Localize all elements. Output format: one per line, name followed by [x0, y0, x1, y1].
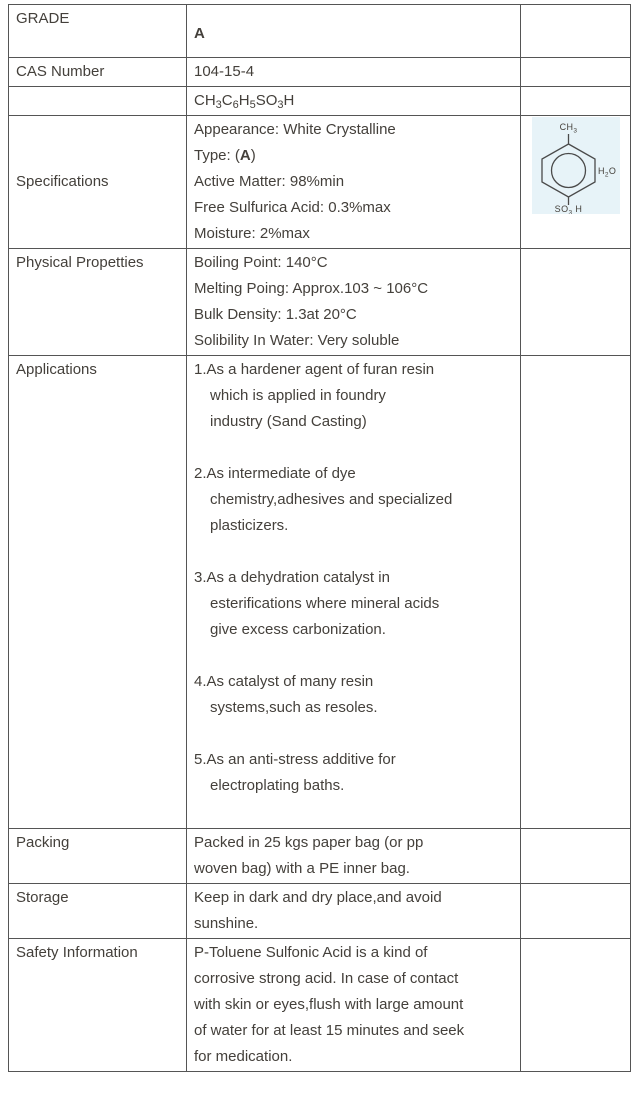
spec-appearance: Appearance: White Crystalline — [194, 121, 396, 138]
empty-cell — [521, 87, 631, 116]
empty-cell — [521, 884, 631, 939]
physical-label-cell — [9, 249, 187, 356]
physical-line: Bulk Density: 1.3at 20°C — [194, 306, 357, 323]
application-item: 3.As a dehydration catalyst in esterifications where mineral acids give excess carbonization. — [194, 569, 440, 638]
grade-value-cell — [187, 5, 521, 58]
cas-value-cell — [187, 58, 521, 87]
physical-line: Solibility In Water: Very soluble — [194, 332, 400, 349]
safety-line: corrosive strong acid. In case of contact — [194, 970, 459, 987]
storage-label: Storage — [16, 889, 69, 906]
empty-cell — [521, 356, 631, 829]
cas-label: CAS Number — [16, 63, 105, 80]
structure-top-label: $CH_3$ — [559, 122, 578, 135]
grade-label: GRADE — [16, 10, 70, 27]
safety-value-cell — [187, 939, 521, 1072]
formula-cell — [187, 87, 521, 116]
empty-cell — [521, 939, 631, 1072]
safety-line: P-Toluene Sulfonic Acid is a kind of — [194, 944, 428, 961]
row-packing — [9, 829, 631, 884]
applications-label-cell — [9, 356, 187, 829]
safety-line: for medication. — [194, 1048, 293, 1065]
packing-label: Packing — [16, 834, 70, 851]
row-safety — [9, 939, 631, 1072]
packing-line: woven bag) with a PE inner bag. — [194, 860, 410, 877]
cas-label-cell — [9, 58, 187, 87]
cas-value: 104-15-4 — [194, 63, 255, 80]
physical-line: Melting Poing: Approx.103 ~ 106°C — [194, 280, 429, 297]
spec-active-matter: Active Matter: 98%min — [194, 173, 345, 190]
storage-label-cell — [9, 884, 187, 939]
empty-cell — [521, 58, 631, 87]
empty-cell — [521, 249, 631, 356]
spec-moisture: Moisture: 2%max — [194, 225, 310, 242]
applications-value-cell — [187, 356, 521, 829]
applications-label: Applications — [16, 361, 97, 378]
specifications-label: Specifications — [16, 173, 109, 190]
safety-line: of water for at least 15 minutes and seek — [194, 1022, 465, 1039]
safety-label-cell — [9, 939, 187, 1072]
row-storage — [9, 884, 631, 939]
physical-label: Physical Propetties — [16, 254, 144, 271]
safety-line: with skin or eyes,flush with large amount — [194, 996, 464, 1013]
item-gap — [194, 435, 514, 461]
item-gap — [194, 643, 514, 669]
physical-line: Boiling Point: 140°C — [194, 254, 328, 271]
row-specifications — [9, 116, 631, 249]
chemical-structure-image — [532, 117, 620, 214]
row-applications — [9, 356, 631, 829]
application-item: 4.As catalyst of many resin systems,such as resoles. — [194, 673, 378, 716]
specifications-label-cell — [9, 116, 187, 249]
empty-cell — [521, 829, 631, 884]
physical-value-cell — [187, 249, 521, 356]
item-gap — [194, 539, 514, 565]
application-item: 1.As a hardener agent of furan resin which is applied in foundry industry (Sand Casting) — [194, 361, 435, 430]
empty-label-cell — [9, 87, 187, 116]
structure-right-label: $H_2O$ — [598, 166, 617, 179]
storage-line: sunshine. — [194, 915, 259, 932]
specifications-value-cell — [187, 116, 521, 249]
storage-line: Keep in dark and dry place,and avoid — [194, 889, 442, 906]
application-item: 2.As intermediate of dye chemistry,adhesives and specialized plasticizers. — [194, 465, 453, 534]
grade-label-cell — [9, 5, 187, 58]
row-cas — [9, 58, 631, 87]
spec-free-acid: Free Sulfurica Acid: 0.3%max — [194, 199, 391, 216]
spec-type: Type: (A) — [194, 147, 256, 164]
spec-table — [8, 4, 631, 1072]
packing-line: Packed in 25 kgs paper bag (or pp — [194, 834, 424, 851]
packing-value-cell — [187, 829, 521, 884]
chemical-formula: $CH_3C_6H_5SO_3H$ — [194, 92, 295, 111]
safety-label: Safety Information — [16, 944, 138, 961]
grade-value: A — [194, 25, 205, 42]
structure-bottom-label: $SO_3$ H — [554, 204, 583, 214]
row-grade — [9, 5, 631, 58]
row-formula — [9, 87, 631, 116]
storage-value-cell — [187, 884, 521, 939]
empty-cell — [521, 5, 631, 58]
structure-cell — [521, 116, 631, 249]
application-item: 5.As an anti-stress additive for electroplating baths. — [194, 751, 396, 794]
packing-label-cell — [9, 829, 187, 884]
item-gap — [194, 721, 514, 747]
row-physical — [9, 249, 631, 356]
